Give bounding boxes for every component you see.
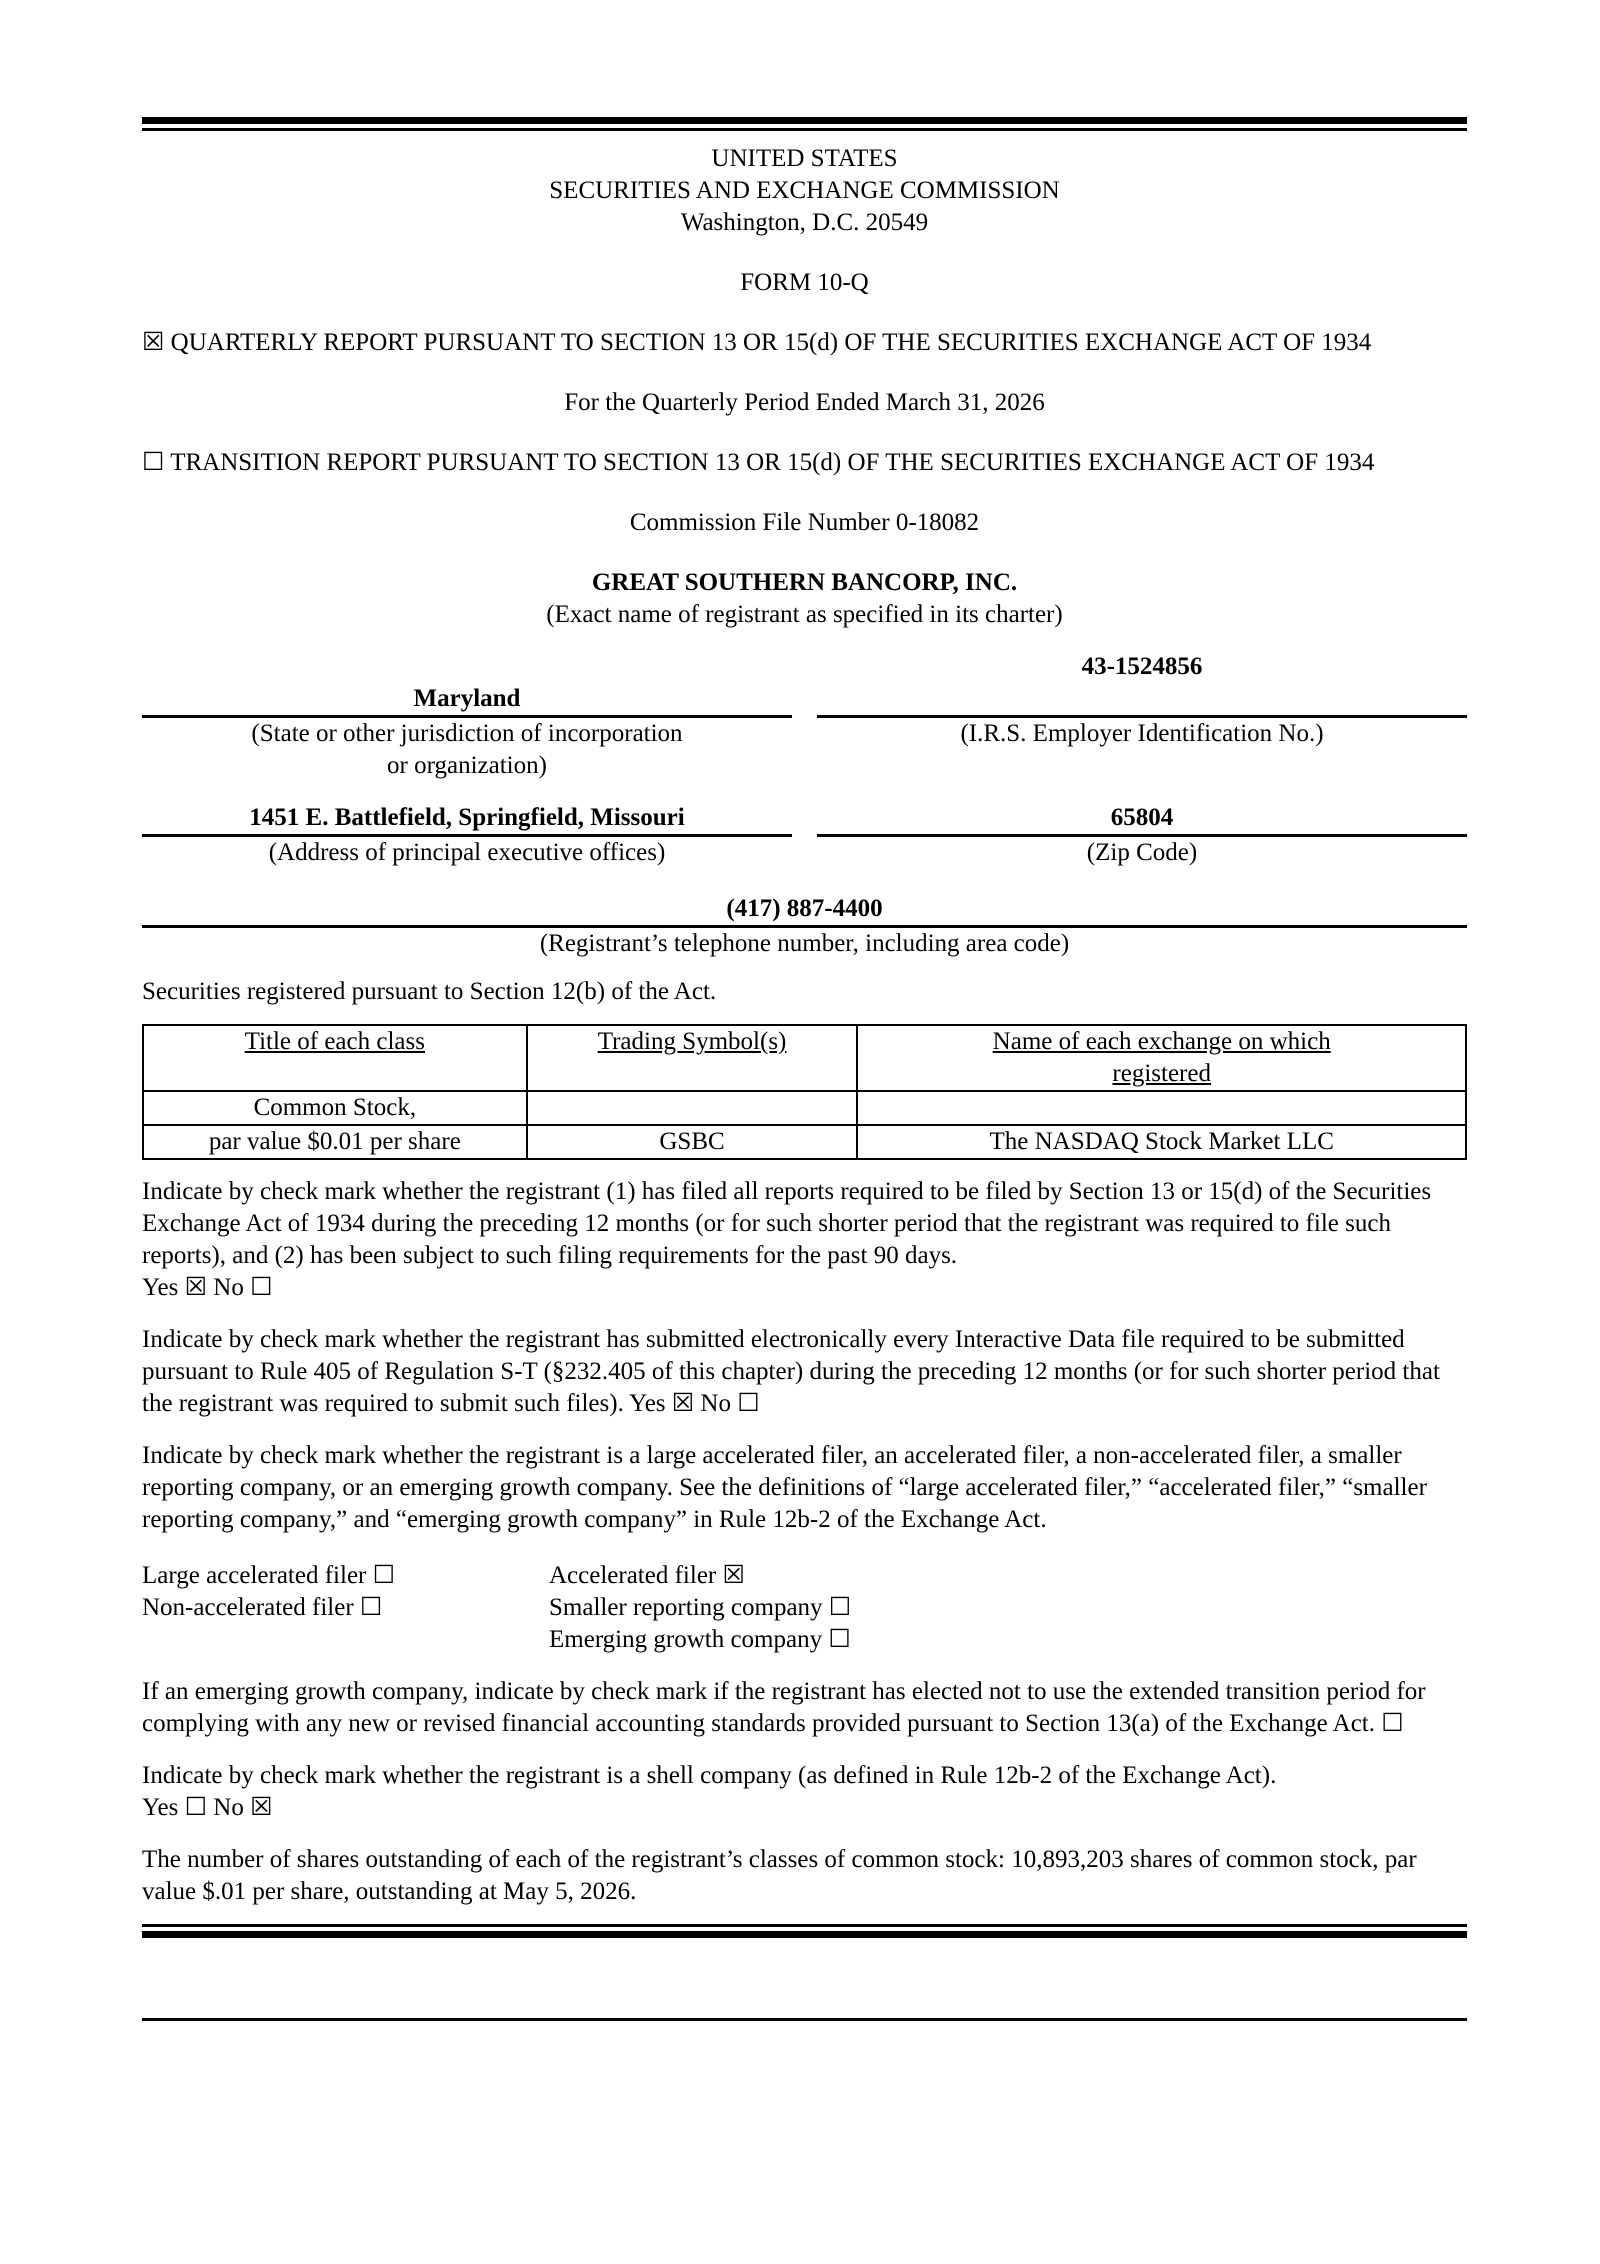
reports-filed-question: Indicate by check mark whether the registrant (1) has filed all reports required to be filed by Section 13 or 15(d) of the Securities Exchange Act of 1934 during the preceding 12 months (or for such shorter period that the registrant was required to file such reports), and (2) has been subject to such filing requirements for the past 90 days. [142,1178,1432,1269]
employer-id-number: 43-1524856 [1081,653,1203,680]
header-line-2: SECURITIES AND EXCHANGE COMMISSION [549,177,1060,204]
quarterly-report-checkbox: ☒ QUARTERLY REPORT PURSUANT TO SECTION 13 OR 15(d) OF THE SECURITIES EXCHANGE ACT OF 1934 [142,329,1372,356]
table-header-exchange: Name of each exchange on which registered [857,1025,1466,1091]
shell-company-answer: Yes ☐ No ☒ [142,1794,273,1821]
footer-rule [142,2018,1467,2021]
shell-company-question: Indicate by check mark whether the registrant is a shell company (as defined in Rule 12b-2 of the Exchange Act). [142,1762,1277,1789]
telephone-number: (417) 887-4400 [726,895,883,922]
telephone-caption: (Registrant’s telephone number, including area code) [539,930,1070,957]
table-header-title: Title of each class [143,1025,527,1091]
form-type: FORM 10-Q [740,269,869,296]
table-row [143,1091,1466,1125]
table-cell-empty [527,1091,858,1125]
state-block [142,651,792,782]
table-header-row [143,1025,1466,1091]
transition-report-checkbox: ☐ TRANSITION REPORT PURSUANT TO SECTION 13 OR 15(d) OF THE SECURITIES EXCHANGE ACT OF 1934 [142,449,1375,476]
state-caption-2: or organization) [387,752,547,779]
table-cell-class-2: par value $0.01 per share [143,1125,527,1159]
table-cell-class-1: Common Stock, [143,1091,527,1125]
address-caption: (Address of principal executive offices) [268,839,666,866]
zip-caption: (Zip Code) [1086,839,1198,866]
emerging-growth-election: If an emerging growth company, indicate by check mark if the registrant has elected not to use the extended transition period for complying with any new or revised financial accounting standards provided pursuant to Section 13(a) of the Exchange Act. ☐ [142,1678,1426,1737]
state-ein-row [142,651,1467,782]
table-header-symbol: Trading Symbol(s) [527,1025,858,1091]
top-thin-rule [142,128,1467,131]
top-thick-rule [142,117,1467,124]
large-accelerated-filer: Large accelerated filer ☐ [142,1562,396,1589]
address-block [142,802,792,869]
registrant-name-caption: (Exact name of registrant as specified in its charter) [546,601,1063,628]
accelerated-filer: Accelerated filer ☒ [549,1562,745,1589]
form-10q-cover [142,117,1467,2021]
securities-table [142,1024,1467,1160]
table-row [143,1125,1466,1159]
phone-block [142,893,1467,960]
header-line-3: Washington, D.C. 20549 [680,209,929,236]
registrant-name: GREAT SOUTHERN BANCORP, INC. [591,569,1018,596]
reports-filed-answer: Yes ☒ No ☐ [142,1274,273,1301]
header-line-1: UNITED STATES [711,145,898,172]
zip-code: 65804 [1110,804,1174,831]
table-cell-exchange: The NASDAQ Stock Market LLC [857,1125,1466,1159]
table-cell-empty [857,1091,1466,1125]
smaller-reporting-company: Smaller reporting company ☐ [549,1594,852,1621]
emerging-growth-company: Emerging growth company ☐ [549,1626,851,1653]
ein-caption: (I.R.S. Employer Identification No.) [960,720,1324,747]
commission-file-number: Commission File Number 0-18082 [629,509,980,536]
address-zip-row [142,802,1467,869]
table-cell-symbol: GSBC [527,1125,858,1159]
shares-outstanding: The number of shares outstanding of each of the registrant’s classes of common stock: 10,893,203 shares of common stock, par value $.01 per share, outstanding at May 5, 2026. [142,1846,1417,1905]
bottom-double-rule [142,1924,1467,1938]
quarterly-period: For the Quarterly Period Ended March 31, 2026 [564,389,1045,416]
ein-block [817,651,1467,782]
state-caption-1: (State or other jurisdiction of incorporation [251,720,683,747]
securities-intro: Securities registered pursuant to Section 12(b) of the Act. [142,978,717,1005]
state-of-incorporation: Maryland [413,685,521,712]
agency-header [142,143,1467,239]
interactive-data-question: Indicate by check mark whether the registrant has submitted electronically every Interactive Data file required to be submitted pursuant to Rule 405 of Regulation S-T (§232.405 of this chapter) during the preceding 12 months (or for such shorter period that the registrant was required to submit such files). Yes ☒ No ☐ [142,1326,1440,1417]
filer-status-grid [142,1560,1467,1656]
filer-status-question: Indicate by check mark whether the registrant is a large accelerated filer, an accelerated filer, a non-accelerated filer, a smaller reporting company, or an emerging growth company. See the definitions of “large accelerated filer,” “accelerated filer,” “smaller reporting company,” and “emerging growth company” in Rule 12b-2 of the Exchange Act. [142,1442,1427,1533]
zip-block [817,802,1467,869]
non-accelerated-filer: Non-accelerated filer ☐ [142,1594,383,1621]
principal-office-address: 1451 E. Battlefield, Springfield, Missouri [249,804,685,831]
